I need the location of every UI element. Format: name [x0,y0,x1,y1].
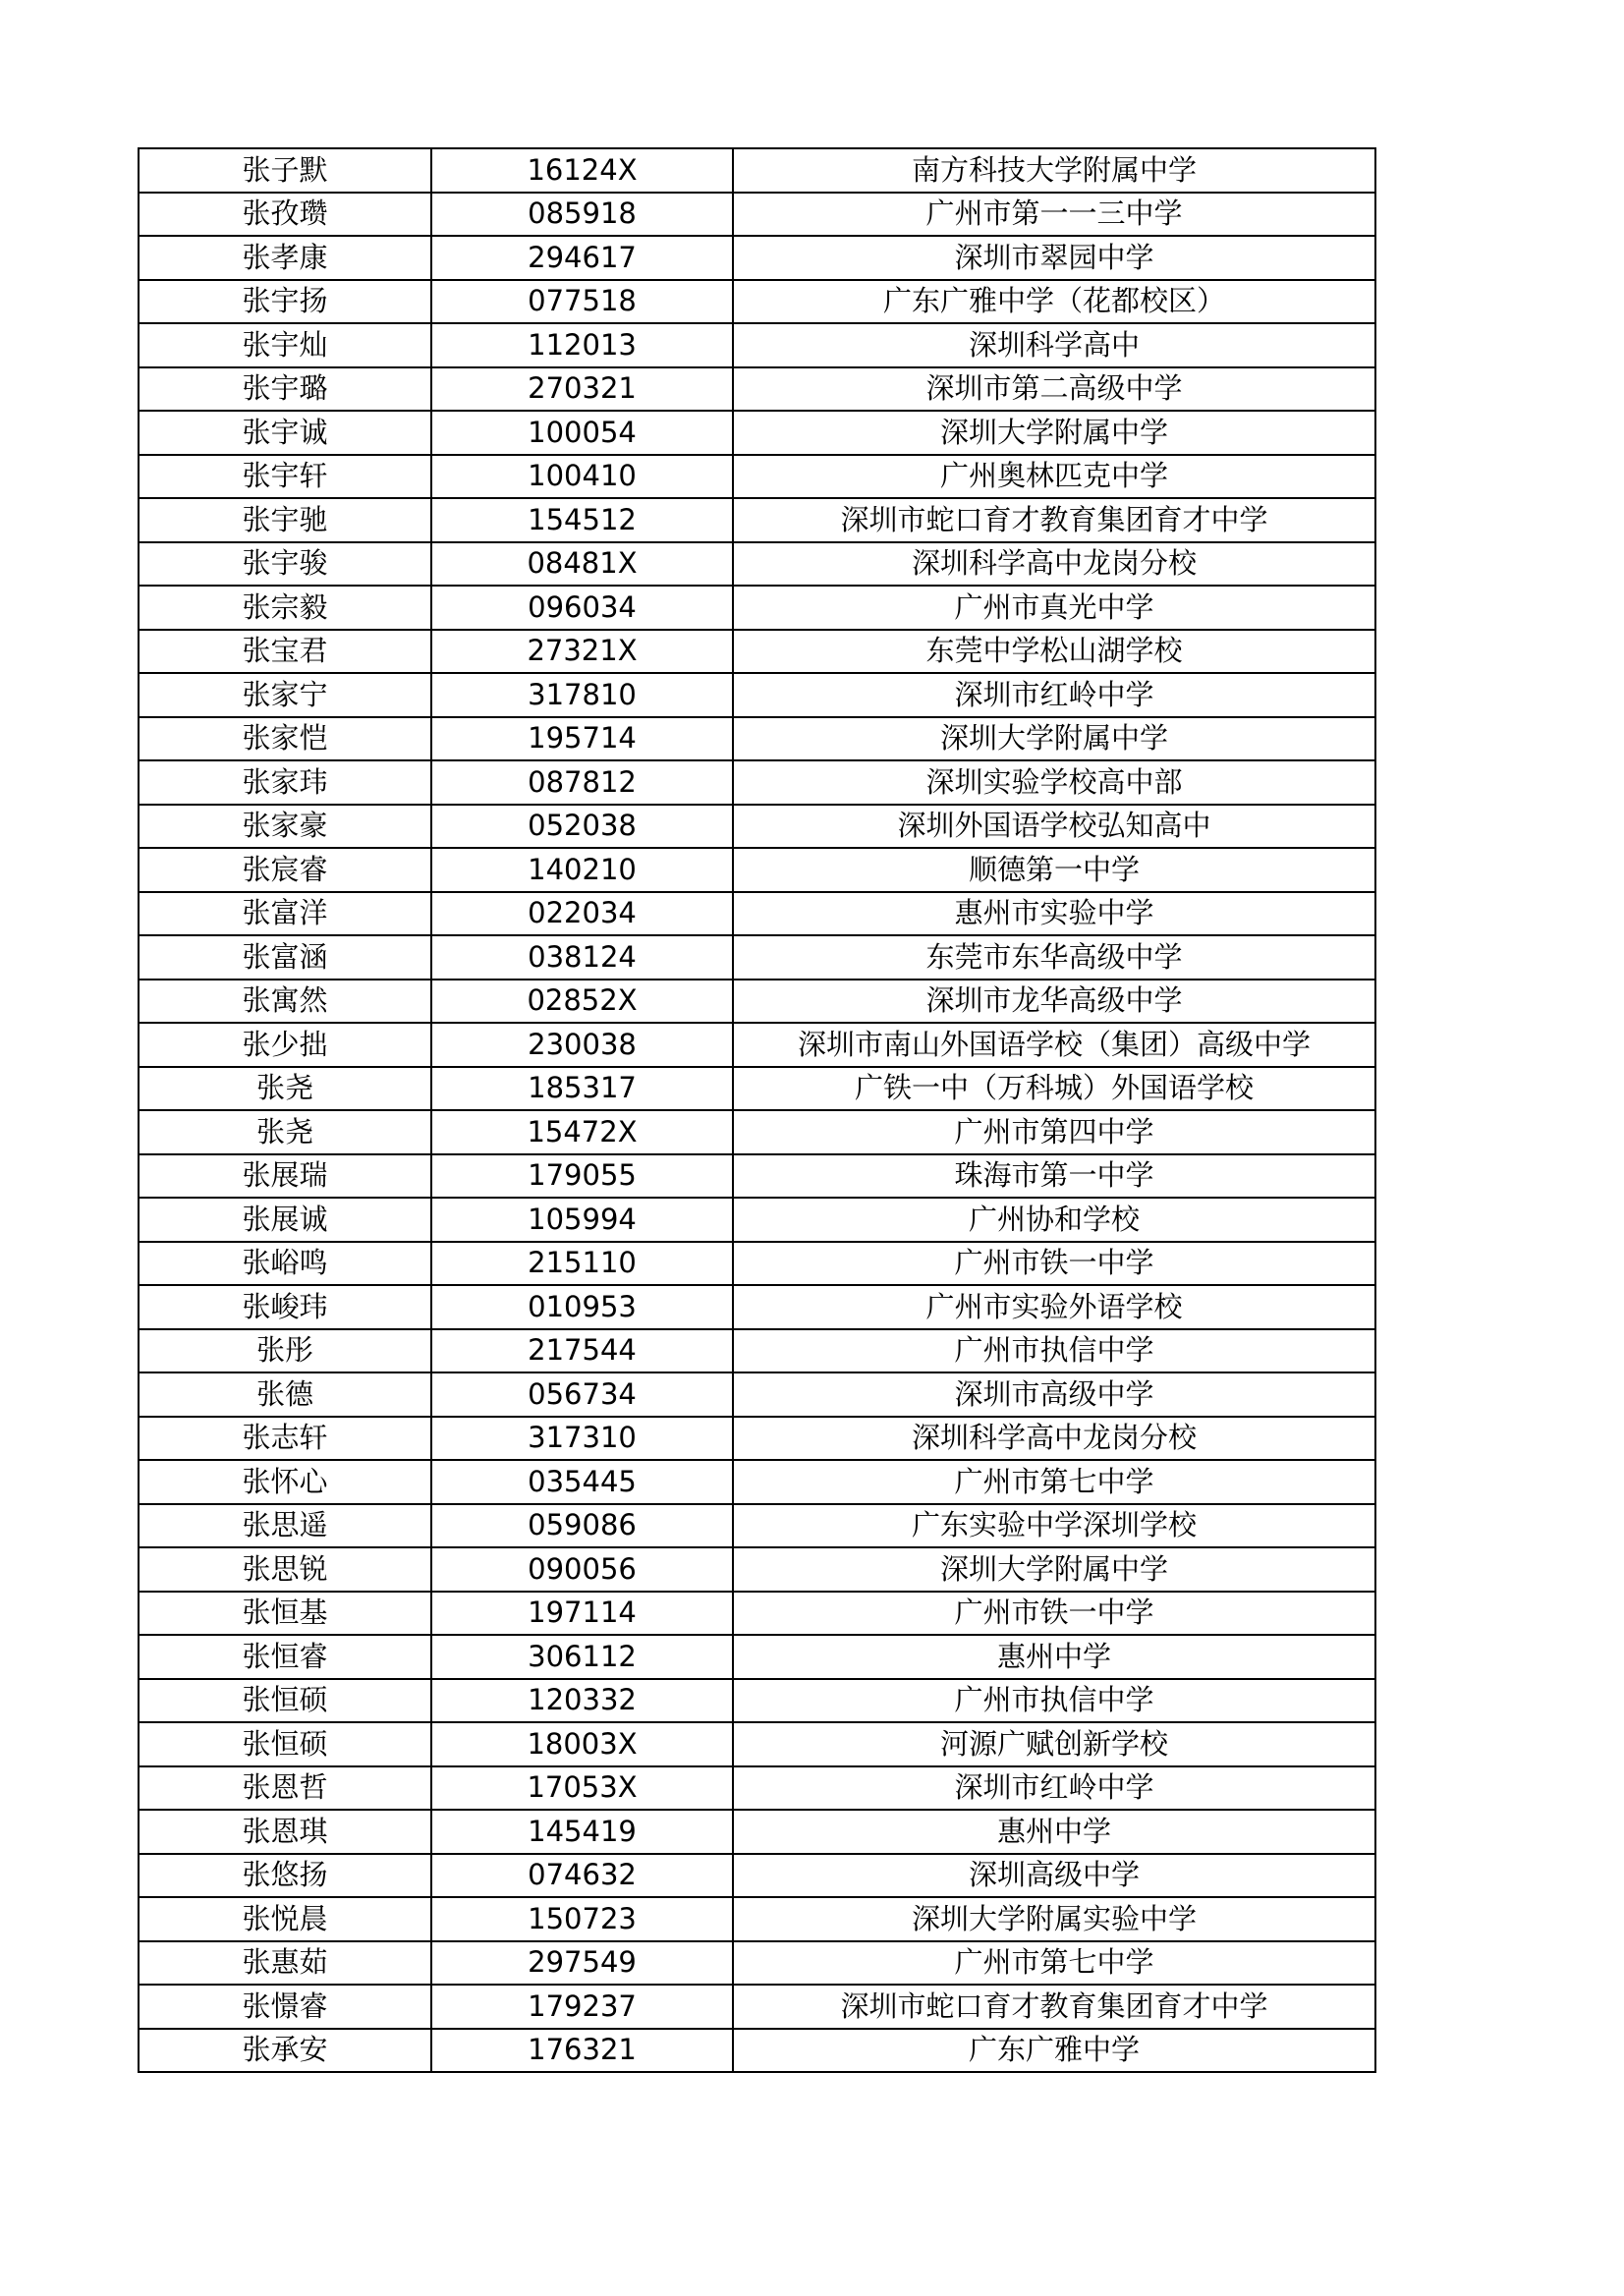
student-id-cell: 145419 [431,1810,733,1854]
student-id-cell: 195714 [431,717,733,761]
table-row [139,542,1375,587]
school-name-cell: 深圳大学附属中学 [733,717,1375,761]
table-row [139,367,1375,412]
table-row [139,805,1375,849]
student-id-cell: 100054 [431,411,733,455]
table-row [139,760,1375,805]
student-id-cell: 096034 [431,586,733,630]
roster-table [138,147,1376,2073]
table-row [139,1547,1375,1592]
student-id-cell: 15472X [431,1110,733,1154]
student-name-cell: 张承安 [139,2029,431,2073]
school-name-cell: 深圳高级中学 [733,1854,1375,1898]
student-name-cell: 张展诚 [139,1198,431,1242]
student-id-cell: 087812 [431,760,733,805]
student-id-cell: 215110 [431,1242,733,1286]
student-name-cell: 张宝君 [139,630,431,674]
student-name-cell: 张家豪 [139,805,431,849]
table-row [139,892,1375,936]
school-name-cell: 深圳市翠园中学 [733,236,1375,280]
school-name-cell: 深圳市蛇口育才教育集团育才中学 [733,1985,1375,2029]
table-row [139,193,1375,237]
school-name-cell: 深圳大学附属中学 [733,1547,1375,1592]
table-row [139,1242,1375,1286]
student-id-cell: 176321 [431,2029,733,2073]
table-row [139,148,1375,193]
student-id-cell: 217544 [431,1329,733,1373]
student-name-cell: 张宇轩 [139,455,431,499]
student-id-cell: 120332 [431,1679,733,1723]
table-row [139,1504,1375,1548]
student-id-cell: 317810 [431,673,733,717]
student-name-cell: 张家恺 [139,717,431,761]
student-id-cell: 085918 [431,193,733,237]
student-id-cell: 035445 [431,1460,733,1504]
table-row [139,1329,1375,1373]
school-name-cell: 珠海市第一中学 [733,1154,1375,1199]
student-name-cell: 张孜瓒 [139,193,431,237]
table-row [139,586,1375,630]
student-name-cell: 张峪鸣 [139,1242,431,1286]
student-id-cell: 306112 [431,1635,733,1679]
student-name-cell: 张子默 [139,148,431,193]
table-row [139,1154,1375,1199]
student-name-cell: 张志轩 [139,1417,431,1461]
school-name-cell: 深圳外国语学校弘知高中 [733,805,1375,849]
student-name-cell: 张宇驰 [139,498,431,542]
roster-table-body [139,148,1375,2072]
student-id-cell: 059086 [431,1504,733,1548]
student-id-cell: 056734 [431,1372,733,1417]
table-row [139,848,1375,892]
student-id-cell: 150723 [431,1897,733,1941]
student-name-cell: 张彤 [139,1329,431,1373]
school-name-cell: 广州奥林匹克中学 [733,455,1375,499]
student-name-cell: 张宇扬 [139,280,431,324]
school-name-cell: 深圳市南山外国语学校（集团）高级中学 [733,1023,1375,1067]
table-row [139,1635,1375,1679]
school-name-cell: 东莞市东华高级中学 [733,935,1375,980]
student-id-cell: 16124X [431,148,733,193]
school-name-cell: 广东实验中学深圳学校 [733,1504,1375,1548]
table-row [139,2029,1375,2073]
school-name-cell: 广州市执信中学 [733,1679,1375,1723]
student-id-cell: 052038 [431,805,733,849]
student-name-cell: 张家玮 [139,760,431,805]
school-name-cell: 广州市第七中学 [733,1941,1375,1986]
student-name-cell: 张恒硕 [139,1679,431,1723]
table-row [139,1110,1375,1154]
school-name-cell: 广州市第四中学 [733,1110,1375,1154]
student-name-cell: 张家宁 [139,673,431,717]
school-name-cell: 深圳科学高中龙岗分校 [733,542,1375,587]
table-row [139,411,1375,455]
student-name-cell: 张富洋 [139,892,431,936]
school-name-cell: 深圳市第二高级中学 [733,367,1375,412]
student-id-cell: 27321X [431,630,733,674]
table-row [139,673,1375,717]
table-row [139,1897,1375,1941]
student-name-cell: 张宸睿 [139,848,431,892]
school-name-cell: 河源广赋创新学校 [733,1722,1375,1766]
student-id-cell: 230038 [431,1023,733,1067]
table-row [139,630,1375,674]
table-row [139,1941,1375,1986]
school-name-cell: 广州协和学校 [733,1198,1375,1242]
student-name-cell: 张展瑞 [139,1154,431,1199]
table-row [139,498,1375,542]
student-name-cell: 张恒硕 [139,1722,431,1766]
school-name-cell: 广州市铁一中学 [733,1242,1375,1286]
school-name-cell: 惠州中学 [733,1635,1375,1679]
student-id-cell: 02852X [431,980,733,1024]
table-row [139,1592,1375,1636]
student-name-cell: 张尧 [139,1110,431,1154]
school-name-cell: 广州市实验外语学校 [733,1285,1375,1329]
table-row [139,1417,1375,1461]
student-name-cell: 张宇灿 [139,323,431,367]
student-name-cell: 张恒基 [139,1592,431,1636]
student-id-cell: 08481X [431,542,733,587]
student-name-cell: 张富涵 [139,935,431,980]
student-name-cell: 张悠扬 [139,1854,431,1898]
student-name-cell: 张惠茹 [139,1941,431,1986]
student-name-cell: 张憬睿 [139,1985,431,2029]
table-row [139,1810,1375,1854]
school-name-cell: 广铁一中（万科城）外国语学校 [733,1067,1375,1111]
table-row [139,280,1375,324]
school-name-cell: 广州市真光中学 [733,586,1375,630]
student-name-cell: 张孝康 [139,236,431,280]
student-name-cell: 张怀心 [139,1460,431,1504]
student-name-cell: 张思遥 [139,1504,431,1548]
school-name-cell: 深圳市高级中学 [733,1372,1375,1417]
school-name-cell: 深圳市红岭中学 [733,1766,1375,1811]
student-name-cell: 张宇诚 [139,411,431,455]
student-id-cell: 179237 [431,1985,733,2029]
school-name-cell: 广州市执信中学 [733,1329,1375,1373]
student-id-cell: 185317 [431,1067,733,1111]
school-name-cell: 深圳实验学校高中部 [733,760,1375,805]
roster-sheet [138,147,1374,2073]
table-row [139,236,1375,280]
student-id-cell: 197114 [431,1592,733,1636]
student-id-cell: 077518 [431,280,733,324]
student-name-cell: 张宇璐 [139,367,431,412]
school-name-cell: 深圳大学附属中学 [733,411,1375,455]
table-row [139,323,1375,367]
school-name-cell: 深圳大学附属实验中学 [733,1897,1375,1941]
student-id-cell: 090056 [431,1547,733,1592]
student-id-cell: 140210 [431,848,733,892]
student-id-cell: 270321 [431,367,733,412]
school-name-cell: 惠州中学 [733,1810,1375,1854]
school-name-cell: 深圳科学高中龙岗分校 [733,1417,1375,1461]
school-name-cell: 广州市铁一中学 [733,1592,1375,1636]
student-name-cell: 张寓然 [139,980,431,1024]
table-row [139,1023,1375,1067]
table-row [139,1372,1375,1417]
table-row [139,1722,1375,1766]
student-name-cell: 张思锐 [139,1547,431,1592]
student-name-cell: 张少拙 [139,1023,431,1067]
school-name-cell: 东莞中学松山湖学校 [733,630,1375,674]
student-id-cell: 179055 [431,1154,733,1199]
student-name-cell: 张峻玮 [139,1285,431,1329]
student-id-cell: 154512 [431,498,733,542]
table-row [139,717,1375,761]
school-name-cell: 深圳科学高中 [733,323,1375,367]
school-name-cell: 深圳市蛇口育才教育集团育才中学 [733,498,1375,542]
student-name-cell: 张悦晨 [139,1897,431,1941]
school-name-cell: 广东广雅中学（花都校区） [733,280,1375,324]
student-id-cell: 105994 [431,1198,733,1242]
table-row [139,1285,1375,1329]
student-id-cell: 010953 [431,1285,733,1329]
school-name-cell: 深圳市龙华高级中学 [733,980,1375,1024]
school-name-cell: 南方科技大学附属中学 [733,148,1375,193]
school-name-cell: 广东广雅中学 [733,2029,1375,2073]
student-id-cell: 317310 [431,1417,733,1461]
student-name-cell: 张宗毅 [139,586,431,630]
student-id-cell: 18003X [431,1722,733,1766]
student-id-cell: 112013 [431,323,733,367]
school-name-cell: 深圳市红岭中学 [733,673,1375,717]
school-name-cell: 顺德第一中学 [733,848,1375,892]
student-id-cell: 022034 [431,892,733,936]
student-name-cell: 张恒睿 [139,1635,431,1679]
student-name-cell: 张德 [139,1372,431,1417]
student-id-cell: 074632 [431,1854,733,1898]
table-row [139,1985,1375,2029]
student-id-cell: 038124 [431,935,733,980]
table-row [139,455,1375,499]
table-row [139,1766,1375,1811]
table-row [139,1854,1375,1898]
school-name-cell: 广州市第七中学 [733,1460,1375,1504]
student-id-cell: 17053X [431,1766,733,1811]
school-name-cell: 惠州市实验中学 [733,892,1375,936]
student-id-cell: 100410 [431,455,733,499]
table-row [139,980,1375,1024]
table-row [139,1460,1375,1504]
student-id-cell: 297549 [431,1941,733,1986]
table-row [139,1067,1375,1111]
student-name-cell: 张尧 [139,1067,431,1111]
table-row [139,1198,1375,1242]
student-name-cell: 张恩琪 [139,1810,431,1854]
student-name-cell: 张宇骏 [139,542,431,587]
school-name-cell: 广州市第一一三中学 [733,193,1375,237]
student-name-cell: 张恩哲 [139,1766,431,1811]
student-id-cell: 294617 [431,236,733,280]
table-row [139,1679,1375,1723]
table-row [139,935,1375,980]
